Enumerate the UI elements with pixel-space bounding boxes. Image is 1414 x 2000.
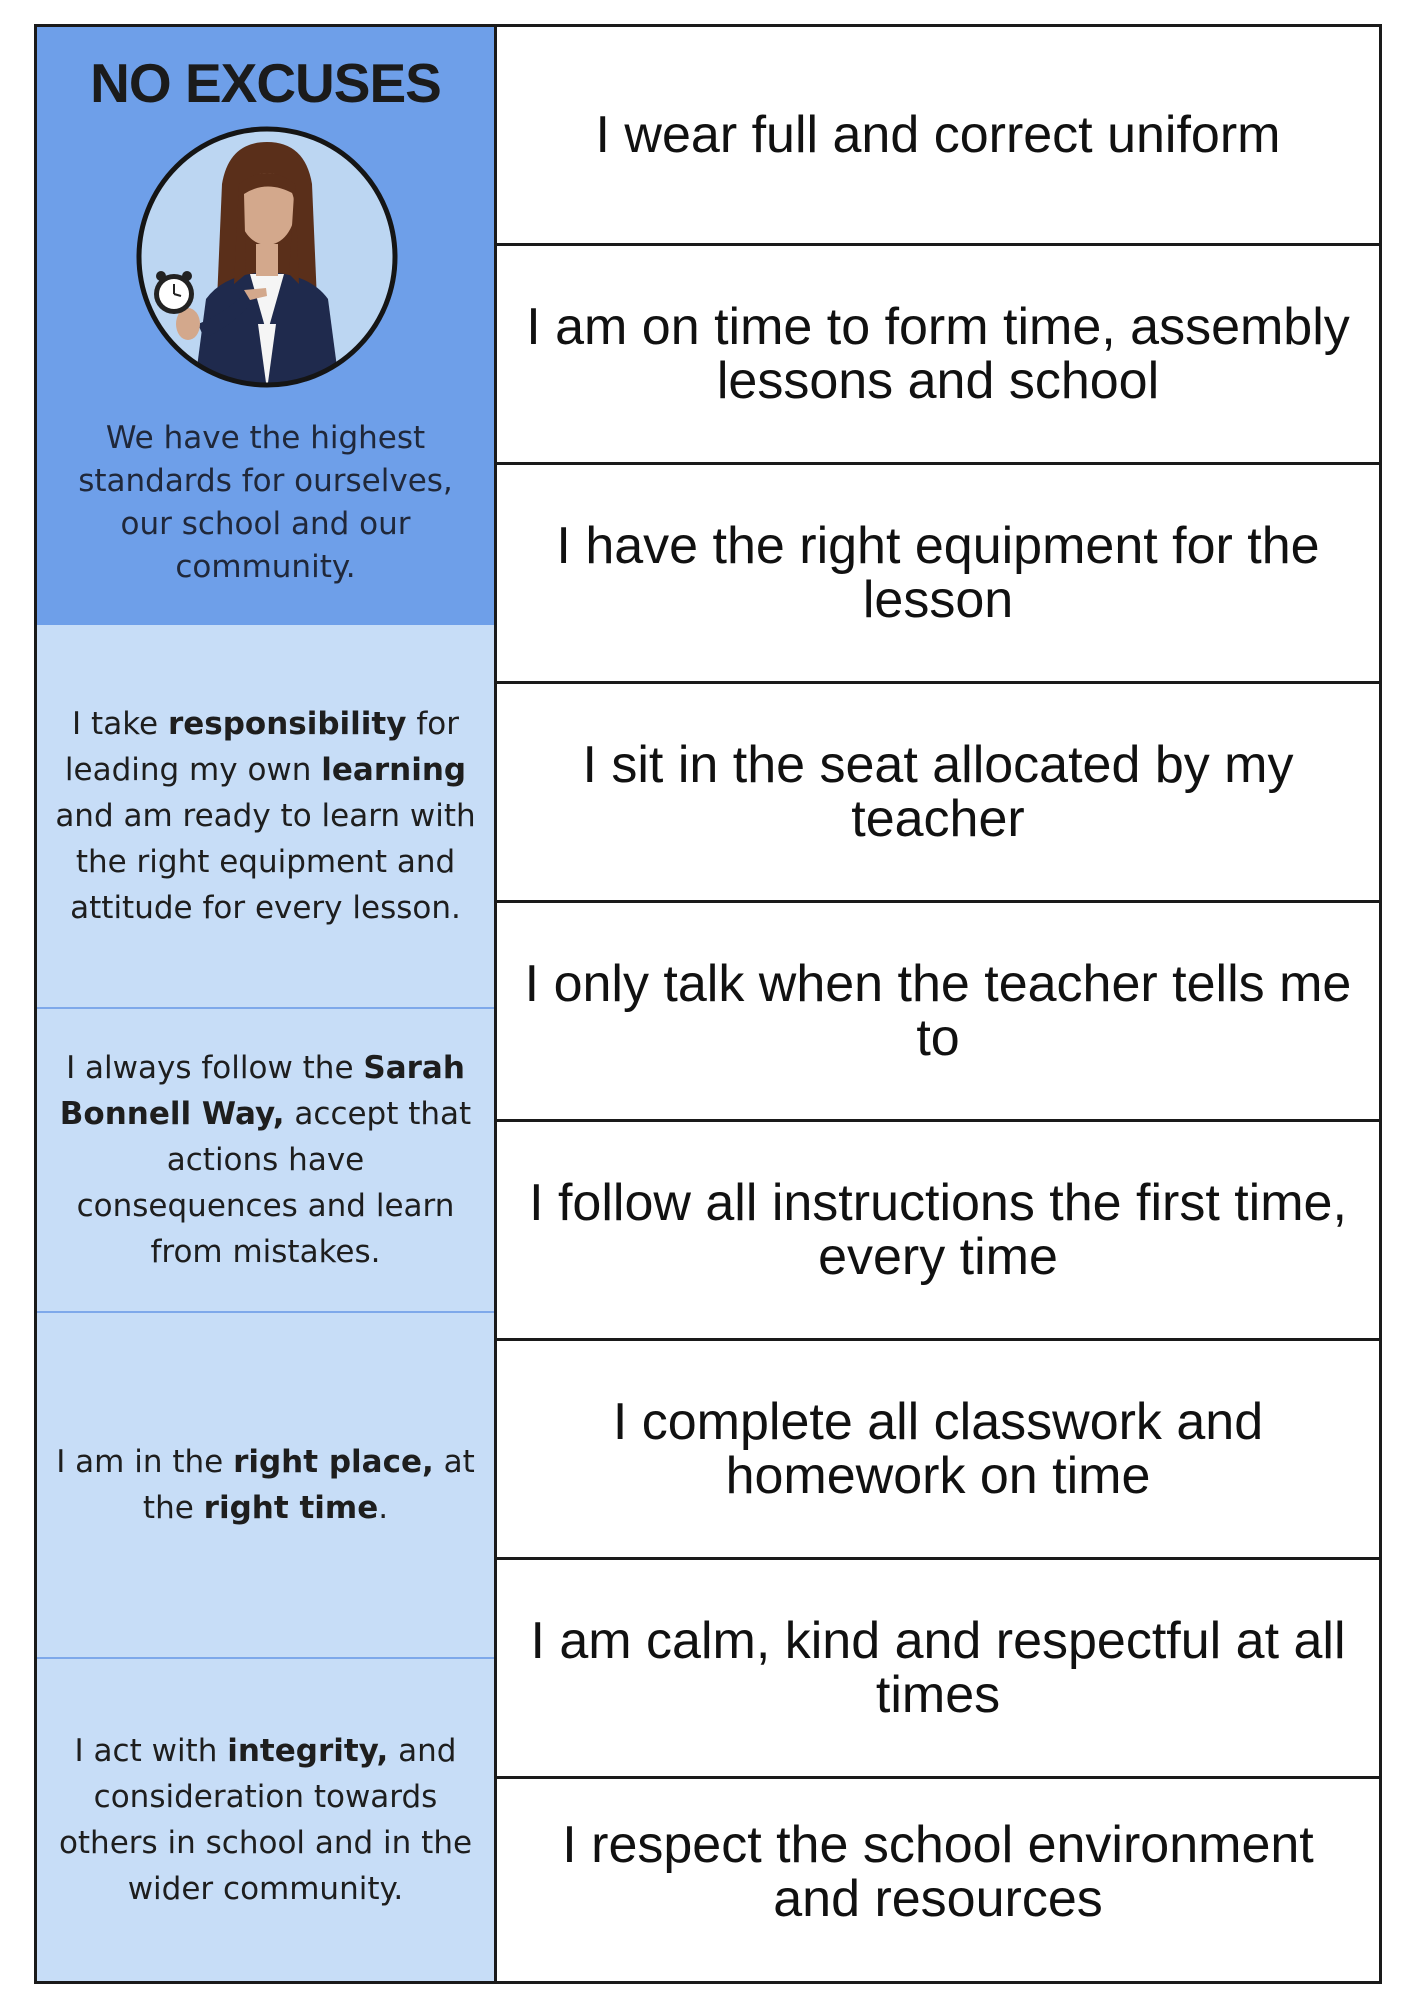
value-right-place (37, 1313, 494, 1657)
emphasis-text: learning (321, 752, 467, 788)
rule-row: I follow all instructions the first time, every time (529, 1174, 1347, 1286)
emphasis-text: integrity, (227, 1733, 389, 1769)
rule-row: I sit in the seat allocated by my teacher (582, 736, 1294, 848)
rule-row: I have the right equipment for the lesson (556, 517, 1320, 629)
value-integrity (37, 1659, 494, 1981)
value-text-part: and am ready to learn with the right equipment and attitude for every lesson. (55, 798, 476, 926)
value-text (53, 1728, 478, 1912)
page-title: NO EXCUSES (90, 52, 441, 114)
value-text-part: I take (72, 706, 168, 742)
emphasis-text: right place, (233, 1444, 434, 1480)
rule-row: I am calm, kind and respectful at all times (530, 1612, 1346, 1724)
emphasis-text: right time (203, 1490, 379, 1526)
rule-row: I only talk when the teacher tells me to (524, 955, 1352, 1067)
emphasis-text: responsibility (167, 706, 407, 742)
rule-row: I respect the school environment and resources (562, 1816, 1314, 1928)
value-text (53, 1439, 478, 1531)
rule-row: I wear full and correct uniform (595, 106, 1281, 164)
value-text (53, 1045, 478, 1275)
hero-panel (37, 27, 494, 625)
value-text-part: at the (142, 1444, 475, 1526)
value-text-part: I always follow the (66, 1050, 364, 1086)
value-text-part: for leading my own (64, 706, 459, 788)
value-text-part: I am in the (56, 1444, 234, 1480)
emphasis-text: Sarah Bonnell Way, (59, 1050, 465, 1132)
student-portrait-illustration (134, 124, 400, 390)
value-text-part: accept that actions have consequences and learn from mistakes. (76, 1096, 472, 1270)
rules-column (494, 24, 1382, 1984)
value-sarah-bonnell-way (37, 1009, 494, 1311)
value-text-part: and consideration towards others in school and in the wider community. (58, 1733, 473, 1907)
value-text (53, 701, 478, 931)
rule-row: I am on time to form time, assembly lessons and school (526, 298, 1350, 410)
value-text-part: . (378, 1490, 389, 1526)
rule-row: I complete all classwork and homework on time (612, 1393, 1264, 1505)
hero-intro-text: We have the highest standards for ourselves, our school and our community. (78, 420, 453, 585)
left-column (34, 24, 494, 1984)
value-text-part: I act with (74, 1733, 228, 1769)
value-responsibility (37, 625, 494, 1007)
